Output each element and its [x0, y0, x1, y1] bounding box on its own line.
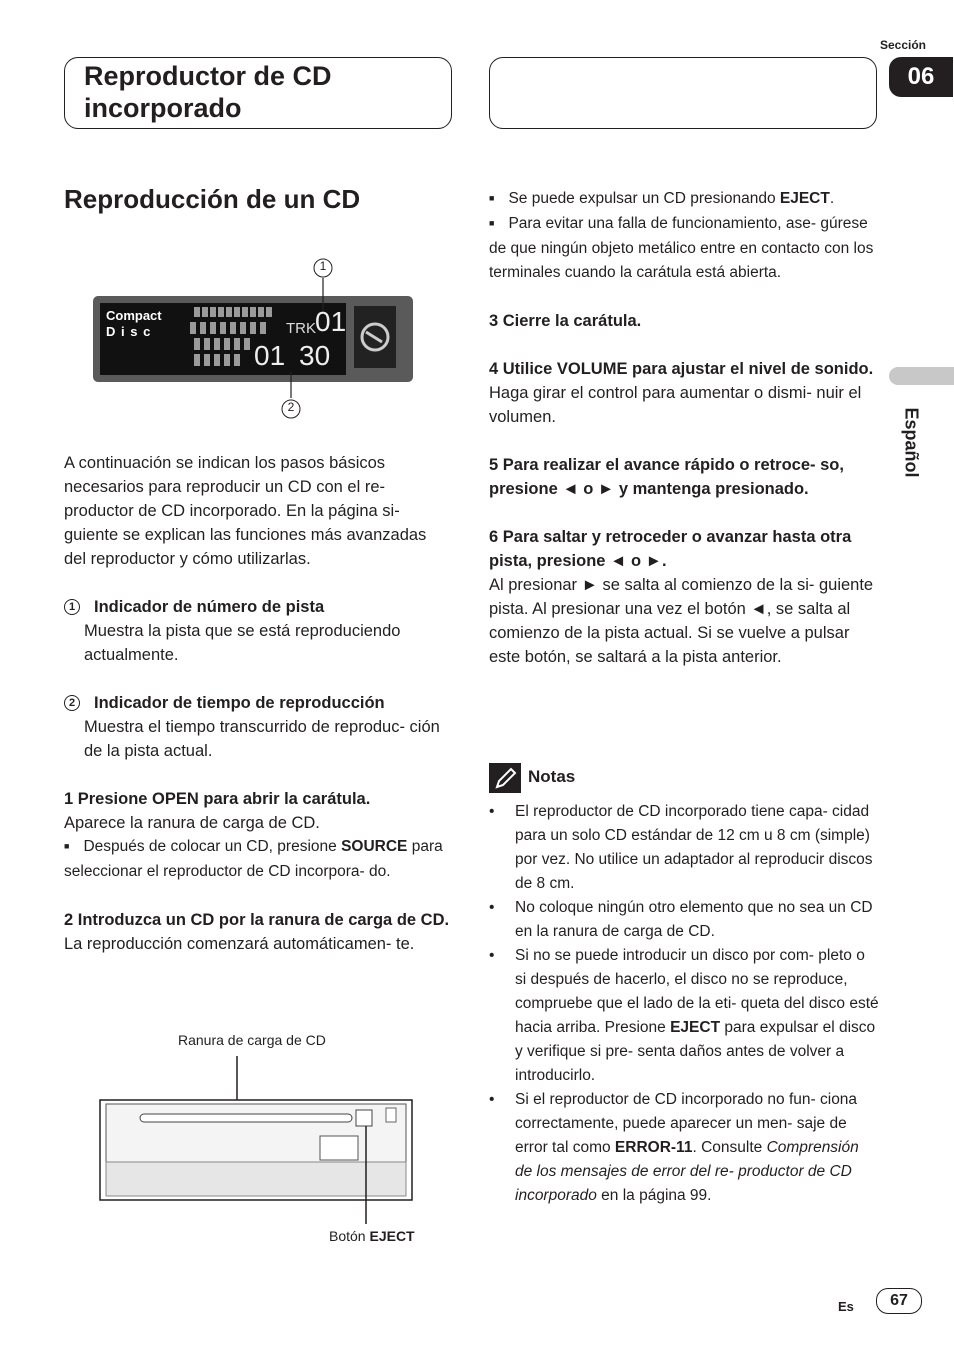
note-bullet-2: • No coloque ningún otro elemento que no sea un CD en la ranura de carga de CD.: [489, 899, 873, 940]
step1-note-b: SOURCE: [341, 838, 408, 855]
language-tab: [889, 367, 954, 385]
page-heading: Reproducción de un CD: [64, 184, 361, 214]
header-empty-box: [489, 57, 877, 129]
item1-marker: 1: [64, 599, 80, 615]
notes-list: [489, 800, 879, 1208]
step5-title: 5 Para realizar el avance rápido o retroce- so, presione ◄ o ► y mantenga presionado.: [489, 456, 844, 498]
footer-language: Es: [838, 1299, 854, 1314]
display-compact-label: Compact: [106, 308, 162, 323]
item1-text: Muestra la pista que se está reproduciendo actualmente.: [84, 622, 401, 664]
page-number: 67: [876, 1288, 922, 1314]
step1-note-c: para seleccionar el reproductor de CD incorpora- do.: [64, 838, 443, 880]
display-disc-label: D i s c: [106, 324, 152, 339]
step4-text: Haga girar el control para aumentar o dismi- nuir el volumen.: [489, 384, 862, 426]
section-label: Sección: [879, 38, 927, 52]
note2: ■ Para evitar una falla de funcionamiento, ase- gúrese de que ningún objeto metálico entre en contacto con los terminales cuando la carátula está abierta.: [489, 215, 873, 281]
slot-caption: Ranura de carga de CD: [178, 1032, 326, 1048]
step1-text: Aparece la ranura de carga de CD.: [64, 814, 320, 832]
note-bullet-4: • Si el reproductor de CD incorporado no fun- ciona correctamente, puede aparecer un men- saje de error tal como ERROR-11. Consulte Comprensión de los mensajes de error del re- productor de CD incorporado en la página 99.: [489, 1091, 859, 1204]
eject-caption: Botón EJECT: [329, 1228, 415, 1244]
intro-paragraph: A continuación se indican los pasos básicos necesarios para reproducir un CD con el re- productor de CD incorporado. En la página si- guiente se explican las funciones más avanzadas del reproductor y cómo utilizarlas.: [64, 454, 427, 568]
header-title: Reproductor de CD incorporado: [84, 61, 332, 123]
step6-text: Al presionar ► se salta al comienzo de la si- guiente pista. Al presionar una vez el botón ◄, se salta al comienzo de la pista actual. Si se vuelve a pulsar este botón, se saltará a la pista anterior.: [489, 576, 874, 666]
step4-title: 4 Utilice VOLUME para ajustar el nivel de sonido.: [489, 360, 874, 378]
right-column: [489, 187, 879, 669]
step3-title: 3 Cierre la carátula.: [489, 312, 642, 330]
item2-text: Muestra el tiempo transcurrido de reproduc- ción de la pista actual.: [84, 718, 440, 760]
section-number: 06: [889, 57, 953, 97]
step2-text: La reproducción comenzará automáticamen- te.: [64, 935, 415, 953]
language-label: Español: [901, 407, 922, 478]
note1-b: EJECT: [779, 190, 830, 207]
left-column: [64, 451, 450, 956]
step1-note-a: ■ Después de colocar un CD, presione: [64, 838, 341, 855]
note-bullet-3: • Si no se puede introducir un disco por com- pleto o si después de hacerlo, el disco no se reproduce, compruebe que el lado de la eti- queta del disco esté hacia arriba. Presione EJECT para expulsar el disco y verifique si pre- senta daños antes de volver a introducirlo.: [489, 947, 879, 1084]
item1-title: Indicador de número de pista: [94, 598, 325, 616]
callout-1: 1: [319, 259, 327, 273]
cd-slot-figure: [98, 1052, 418, 1227]
note-bullet-1: • El reproductor de CD incorporado tiene capa- cidad para un solo CD estándar de 12 cm u 8 cm (simple) por vez. No utilice un adaptador al reproducir discos de 8 cm.: [489, 803, 873, 892]
display-trk-label: TRK: [286, 320, 316, 337]
step2-title: 2 Introduzca un CD por la ranura de carga de CD.: [64, 911, 450, 929]
step6-title: 6 Para saltar y retroceder o avanzar hasta otra pista, presione ◄ o ►.: [489, 528, 852, 570]
item2-title: Indicador de tiempo de reproducción: [94, 694, 385, 712]
notes-label: Notas: [528, 767, 576, 786]
display-track-number: 01: [315, 306, 347, 337]
display-seconds: 30: [299, 340, 331, 371]
notes-icon: [489, 763, 521, 793]
note1-c: .: [829, 190, 835, 207]
display-minutes: 01: [254, 340, 286, 371]
note1-a: ■ Se puede expulsar un CD presionando: [489, 190, 780, 207]
step1-title: 1 Presione OPEN para abrir la carátula.: [64, 790, 371, 808]
callout-2: 2: [287, 400, 295, 414]
item2-marker: 2: [64, 695, 80, 711]
